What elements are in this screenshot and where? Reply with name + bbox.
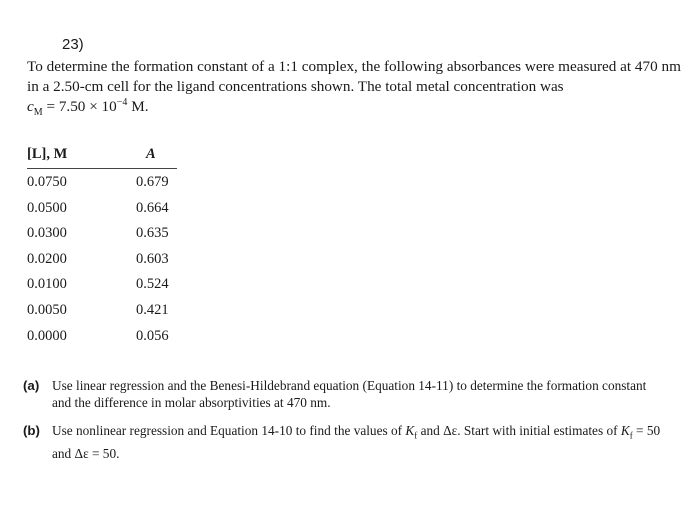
table-cell-absorbance: 0.524 [136,276,169,293]
table-cell-ligand: 0.0500 [27,199,67,216]
table-cell-ligand: 0.0200 [27,250,67,267]
cm-value: = 7.50 × 10 [42,98,117,115]
kf-symbol: K [405,423,415,438]
part-b-label: (b) [23,423,40,438]
ligand-column [27,174,67,353]
table-cell-absorbance: 0.603 [136,250,169,267]
part-a-text: Use linear regression and the Benesi-Hildebrand equation (Equation 14-11) to determine the formation constant and the difference in molar absorptivities at 470 nm. [52,378,647,410]
table-cell-ligand: 0.0050 [27,301,67,318]
table-header-rule [27,168,177,169]
table-cell-absorbance: 0.635 [136,225,169,242]
table-cell-ligand: 0.0100 [27,276,67,293]
question-number: 23) [62,36,84,53]
cm-unit: M. [127,98,149,115]
part-a [23,377,663,411]
table-cell-absorbance: 0.421 [136,301,169,318]
table-cell-absorbance: 0.056 [136,327,169,344]
problem-intro-text: To determine the formation constant of a 1:1 complex, the following absorbances were measured at 470 nm in a 2.50-cm cell for the ligand concentrations shown. The total metal concentration was [27,58,681,95]
table-cell-ligand: 0.0000 [27,327,67,344]
problem-statement [27,57,687,123]
cm-symbol: c [27,98,34,115]
kf-subscript: f [414,430,418,441]
part-b-text [52,422,663,462]
absorbance-column [136,174,169,353]
cm-exponent: −4 [116,97,128,108]
cm-subscript: M [33,107,43,119]
kf-symbol-2: K [620,423,630,438]
part-b [23,422,663,462]
part-a-label: (a) [23,378,40,393]
kf-subscript-2: f [629,430,633,441]
table-cell-absorbance: 0.679 [136,174,169,190]
table-cell-ligand: 0.0750 [27,174,67,190]
table-cell-ligand: 0.0300 [27,225,67,242]
part-b-text-3: = 50 and Δε = 50. [52,423,661,461]
metal-concentration [27,97,149,119]
ligand-column-header: [L], M [27,146,68,162]
part-b-text-2: and Δε. Start with initial estimates of [417,423,621,438]
table-cell-absorbance: 0.664 [136,199,169,216]
absorbance-column-header: A [146,146,156,162]
part-b-text-1: Use nonlinear regression and Equation 14-10 to find the values of [52,423,406,438]
